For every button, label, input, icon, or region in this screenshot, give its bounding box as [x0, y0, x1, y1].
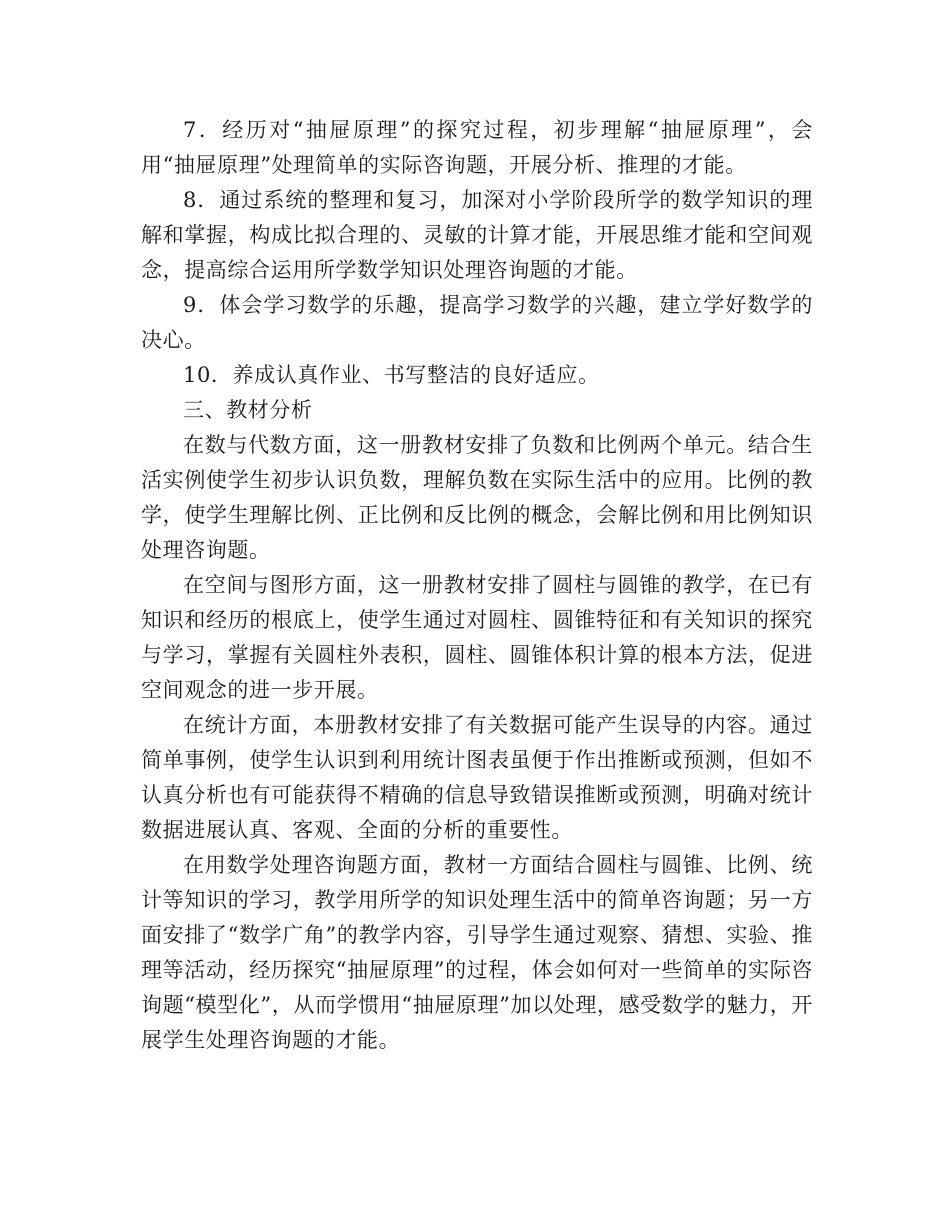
section-heading: 三、教材分析	[183, 398, 313, 422]
paragraph-item-10: 10．养成认真作业、书写整洁的良好适应。	[183, 363, 600, 387]
paragraph-item-9: 9．体会学习数学的乐趣，提高学习数学的兴趣，建立学好数学的决心。	[141, 293, 813, 352]
document-body	[141, 113, 813, 1058]
paragraph-item-8: 8．通过系统的整理和复习，加深对小学阶段所学的数学知识的理解和掌握，构成比拟合理的、灵敏的计算才能，开展思维才能和空间观念，提高综合运用所学数学知识处理咨询题的才能。	[141, 188, 813, 282]
paragraph-statistics: 在统计方面，本册教材安排了有关数据可能产生误导的内容。通过简单事例，使学生认识到利用统计图表虽便于作出推断或预测，但如不认真分析也有可能获得不精确的信息导致错误推断或预测，明确对统计数据进展认真、客观、全面的分析的重要性。	[141, 713, 813, 842]
paragraph-space-geometry: 在空间与图形方面，这一册教材安排了圆柱与圆锥的教学，在已有知识和经历的根底上，使学生通过对圆柱、圆锥特征和有关知识的探究与学习，掌握有关圆柱外表积，圆柱、圆锥体积计算的根本方法，促进空间观念的进一步开展。	[141, 573, 813, 702]
paragraph-item-7: 7．经历对“抽屉原理”的探究过程，初步理解“抽屉原理”，会用“抽屉原理”处理简单的实际咨询题，开展分析、推理的才能。	[141, 118, 813, 177]
paragraph-problem-solving: 在用数学处理咨询题方面，教材一方面结合圆柱与圆锥、比例、统计等知识的学习，教学用所学的知识处理生活中的简单咨询题；另一方面安排了“数学广角”的教学内容，引导学生通过观察、猜想、实验、推理等活动，经历探究“抽屉原理”的过程，体会如何对一些简单的实际咨询题“模型化”，从而学惯用“抽屉原理”加以处理，感受数学的魅力，开展学生处理咨询题的才能。	[141, 853, 813, 1052]
paragraph-number-algebra: 在数与代数方面，这一册教材安排了负数和比例两个单元。结合生活实例使学生初步认识负数，理解负数在实际生活中的应用。比例的教学，使学生理解比例、正比例和反比例的概念，会解比例和用比例知识处理咨询题。	[141, 433, 813, 562]
